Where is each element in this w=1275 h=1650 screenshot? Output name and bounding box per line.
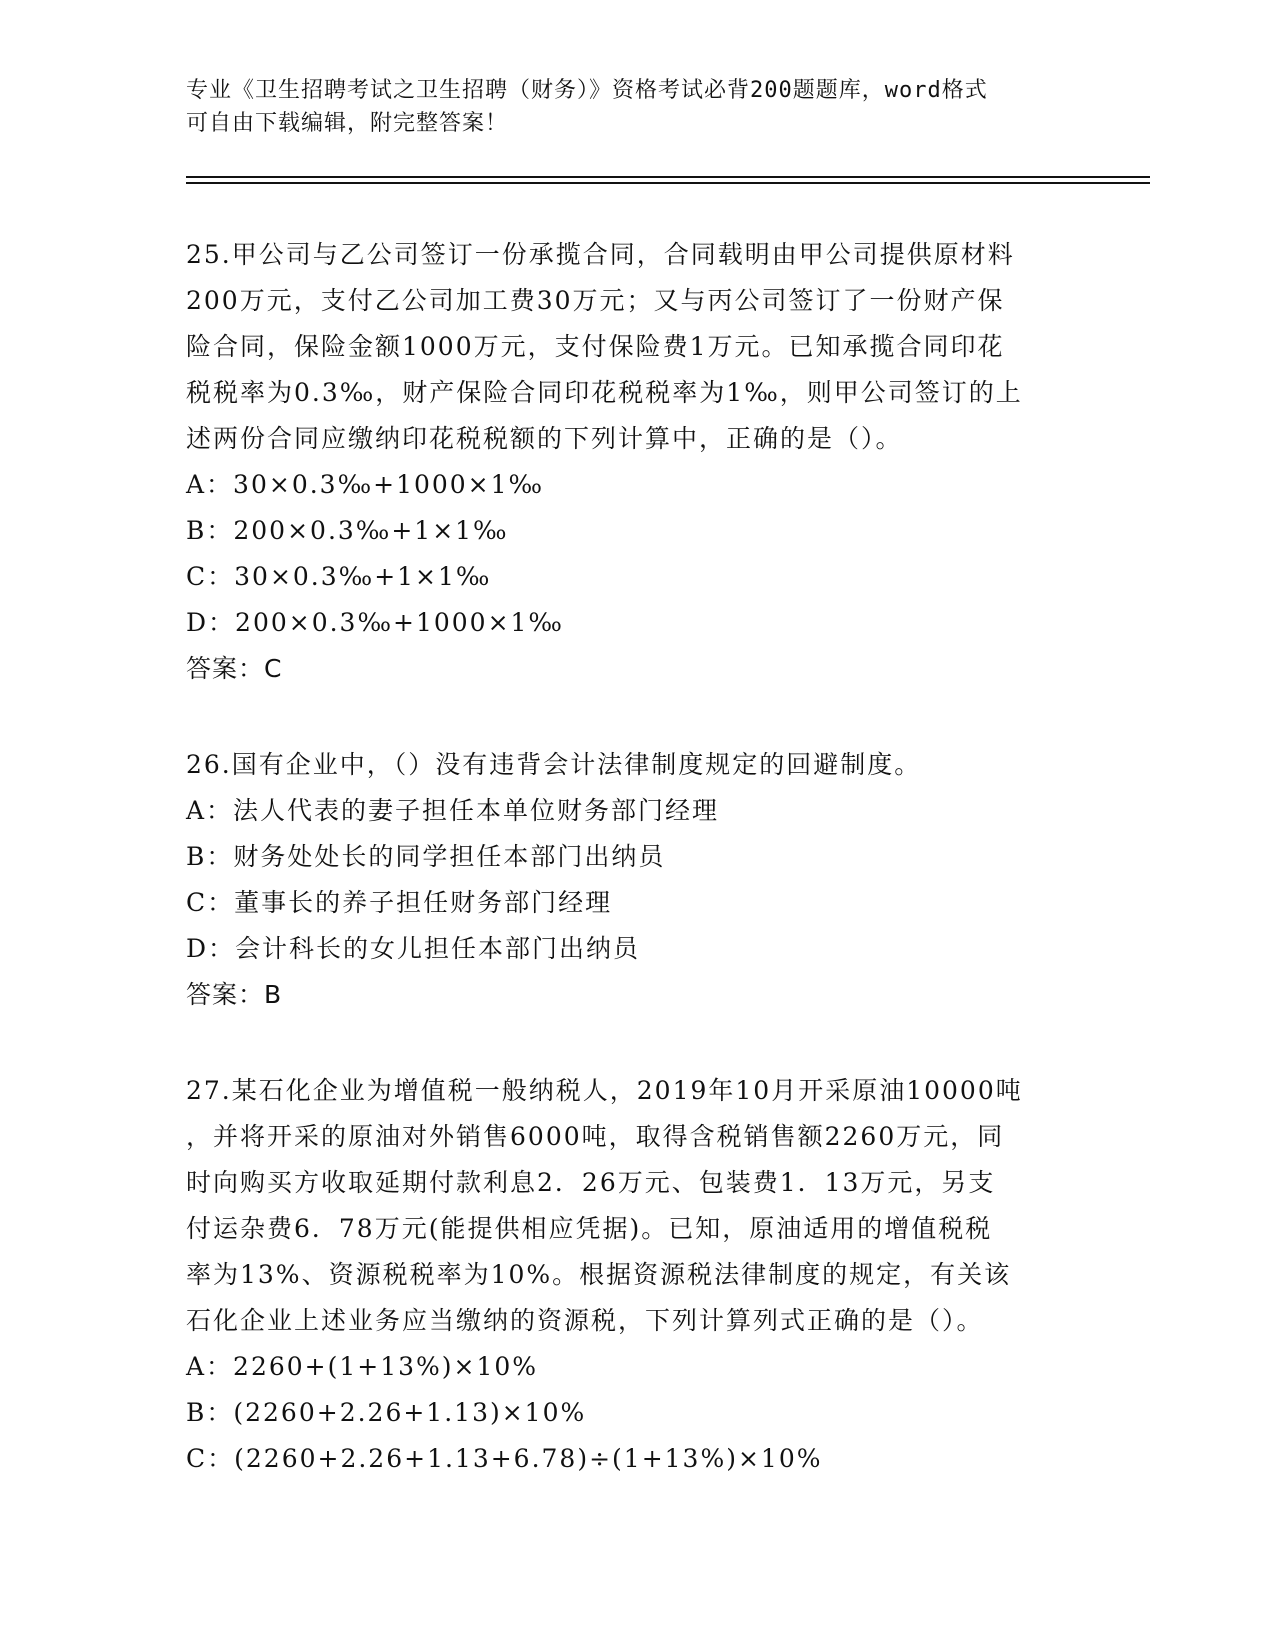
document-header [186,74,1106,140]
question-stem-line: 付运杂费6．78万元(能提供相应凭据)。已知，原油适用的增值税税 [186,1214,993,1243]
question-stem-line: 26.国有企业中，（）没有违背会计法律制度规定的回避制度。 [186,750,922,779]
question-stem-line: 时向购买方收取延期付款利息2．26万元、包装费1．13万元，另支 [186,1168,996,1197]
option-a: A：2260+(1+13%)×10% [186,1352,539,1381]
question-stem-line: 石化企业上述业务应当缴纳的资源税，下列计算列式正确的是（）。 [186,1306,984,1335]
option-b: B：(2260+2.26+1.13)×10% [186,1398,587,1427]
question-stem-line: 述两份合同应缴纳印花税税额的下列计算中，正确的是（）。 [186,424,903,453]
option-a: A：法人代表的妻子担任本单位财务部门经理 [186,796,720,825]
header-divider-bottom [186,182,1150,184]
answer-label: 答案：C [186,654,283,683]
question-stem-line: 险合同，保险金额1000万元，支付保险费1万元。已知承揽合同印花 [186,332,1005,361]
option-c: C：董事长的养子担任财务部门经理 [186,888,613,917]
question-list [186,232,1086,1532]
question-stem-line: ，并将开采的原油对外销售6000吨，取得含税销售额2260万元，同 [186,1122,1005,1151]
option-b: B：200×0.3‰+1×1‰ [186,516,509,545]
question-stem-line: 率为13%、资源税税率为10%。根据资源税法律制度的规定，有关该 [186,1260,1012,1289]
header-line-1: 专业《卫生招聘考试之卫生招聘（财务）》资格考试必背200题题库，word格式 [186,78,988,103]
option-d: D：200×0.3‰+1000×1‰ [186,608,564,637]
answer-label: 答案：B [186,980,283,1009]
question-27 [186,1068,1086,1482]
question-26 [186,742,1086,1018]
option-c: C：30×0.3‰+1×1‰ [186,562,492,591]
option-b: B：财务处处长的同学担任本部门出纳员 [186,842,666,871]
option-d: D：会计科长的女儿担任本部门出纳员 [186,934,641,963]
option-a: A：30×0.3‰+1000×1‰ [186,470,545,499]
question-25 [186,232,1086,692]
question-stem-line: 200万元，支付乙公司加工费30万元；又与丙公司签订了一份财产保 [186,286,1005,315]
header-line-2: 可自由下载编辑，附完整答案！ [186,111,509,136]
header-divider-top [186,176,1150,178]
question-stem-line: 税税率为0.3‰，财产保险合同印花税税率为1‰，则甲公司签订的上 [186,378,1023,407]
option-c: C：(2260+2.26+1.13+6.78)÷(1+13%)×10% [186,1444,823,1473]
question-stem-line: 25.甲公司与乙公司签订一份承揽合同，合同载明由甲公司提供原材料 [186,240,1015,269]
question-stem-line: 27.某石化企业为增值税一般纳税人，2019年10月开采原油10000吨 [186,1076,1023,1105]
